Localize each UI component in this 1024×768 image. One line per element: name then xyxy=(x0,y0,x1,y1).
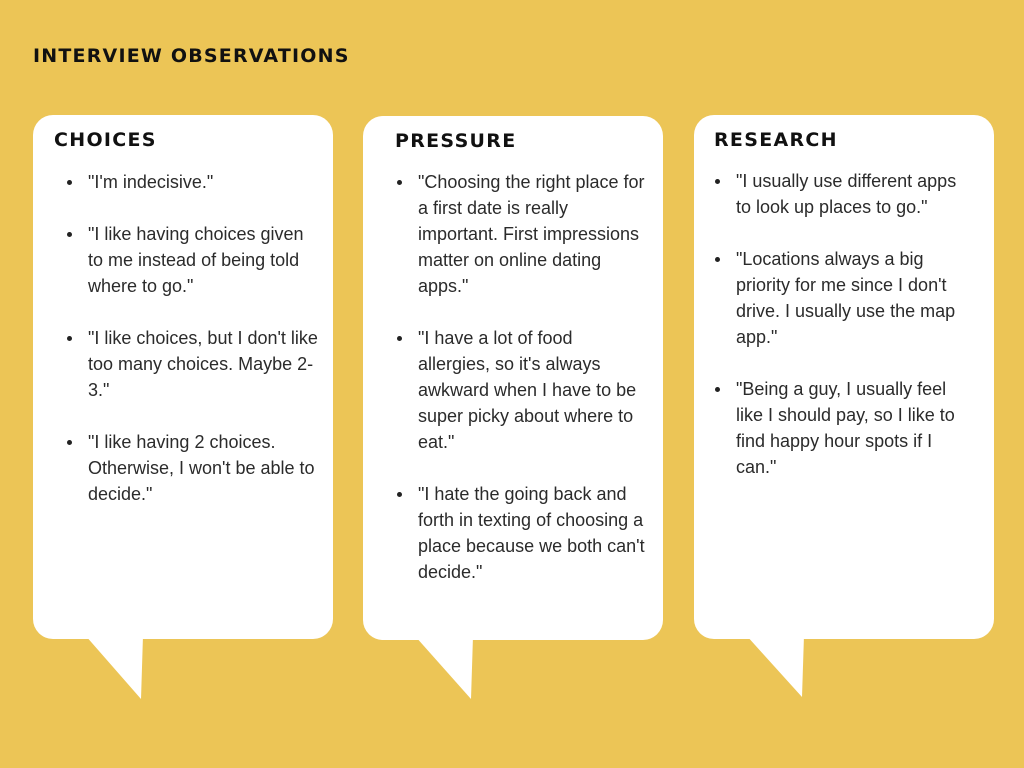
quote-list xyxy=(702,168,968,506)
quote-item: "I have a lot of food allergies, so it's always awkward when I have to be super picky about where to eat." xyxy=(418,325,648,455)
card-heading: RESEARCH xyxy=(714,129,838,151)
quote-item: "I usually use different apps to look up places to go." xyxy=(736,168,968,220)
quote-list xyxy=(384,169,648,611)
quote-item: "Being a guy, I usually feel like I should pay, so I like to find happy hour spots if I can." xyxy=(736,376,968,480)
quote-item: "I like choices, but I don't like too many choices. Maybe 2-3." xyxy=(88,325,318,403)
quote-item: "I like having choices given to me instead of being told where to go." xyxy=(88,221,318,299)
quote-item: "I'm indecisive." xyxy=(88,169,318,195)
quote-list xyxy=(54,169,318,533)
quote-item: "Locations always a big priority for me since I don't drive. I usually use the map app." xyxy=(736,246,968,350)
card-heading: CHOICES xyxy=(54,129,157,151)
quote-item: "Choosing the right place for a first date is really important. First impressions matter on online dating apps." xyxy=(418,169,648,299)
quote-item: "I like having 2 choices. Otherwise, I won't be able to decide." xyxy=(88,429,318,507)
card-heading: PRESSURE xyxy=(395,130,517,152)
page-title: INTERVIEW OBSERVATIONS xyxy=(33,45,350,67)
quote-item: "I hate the going back and forth in texting of choosing a place because we both can't decide." xyxy=(418,481,648,585)
